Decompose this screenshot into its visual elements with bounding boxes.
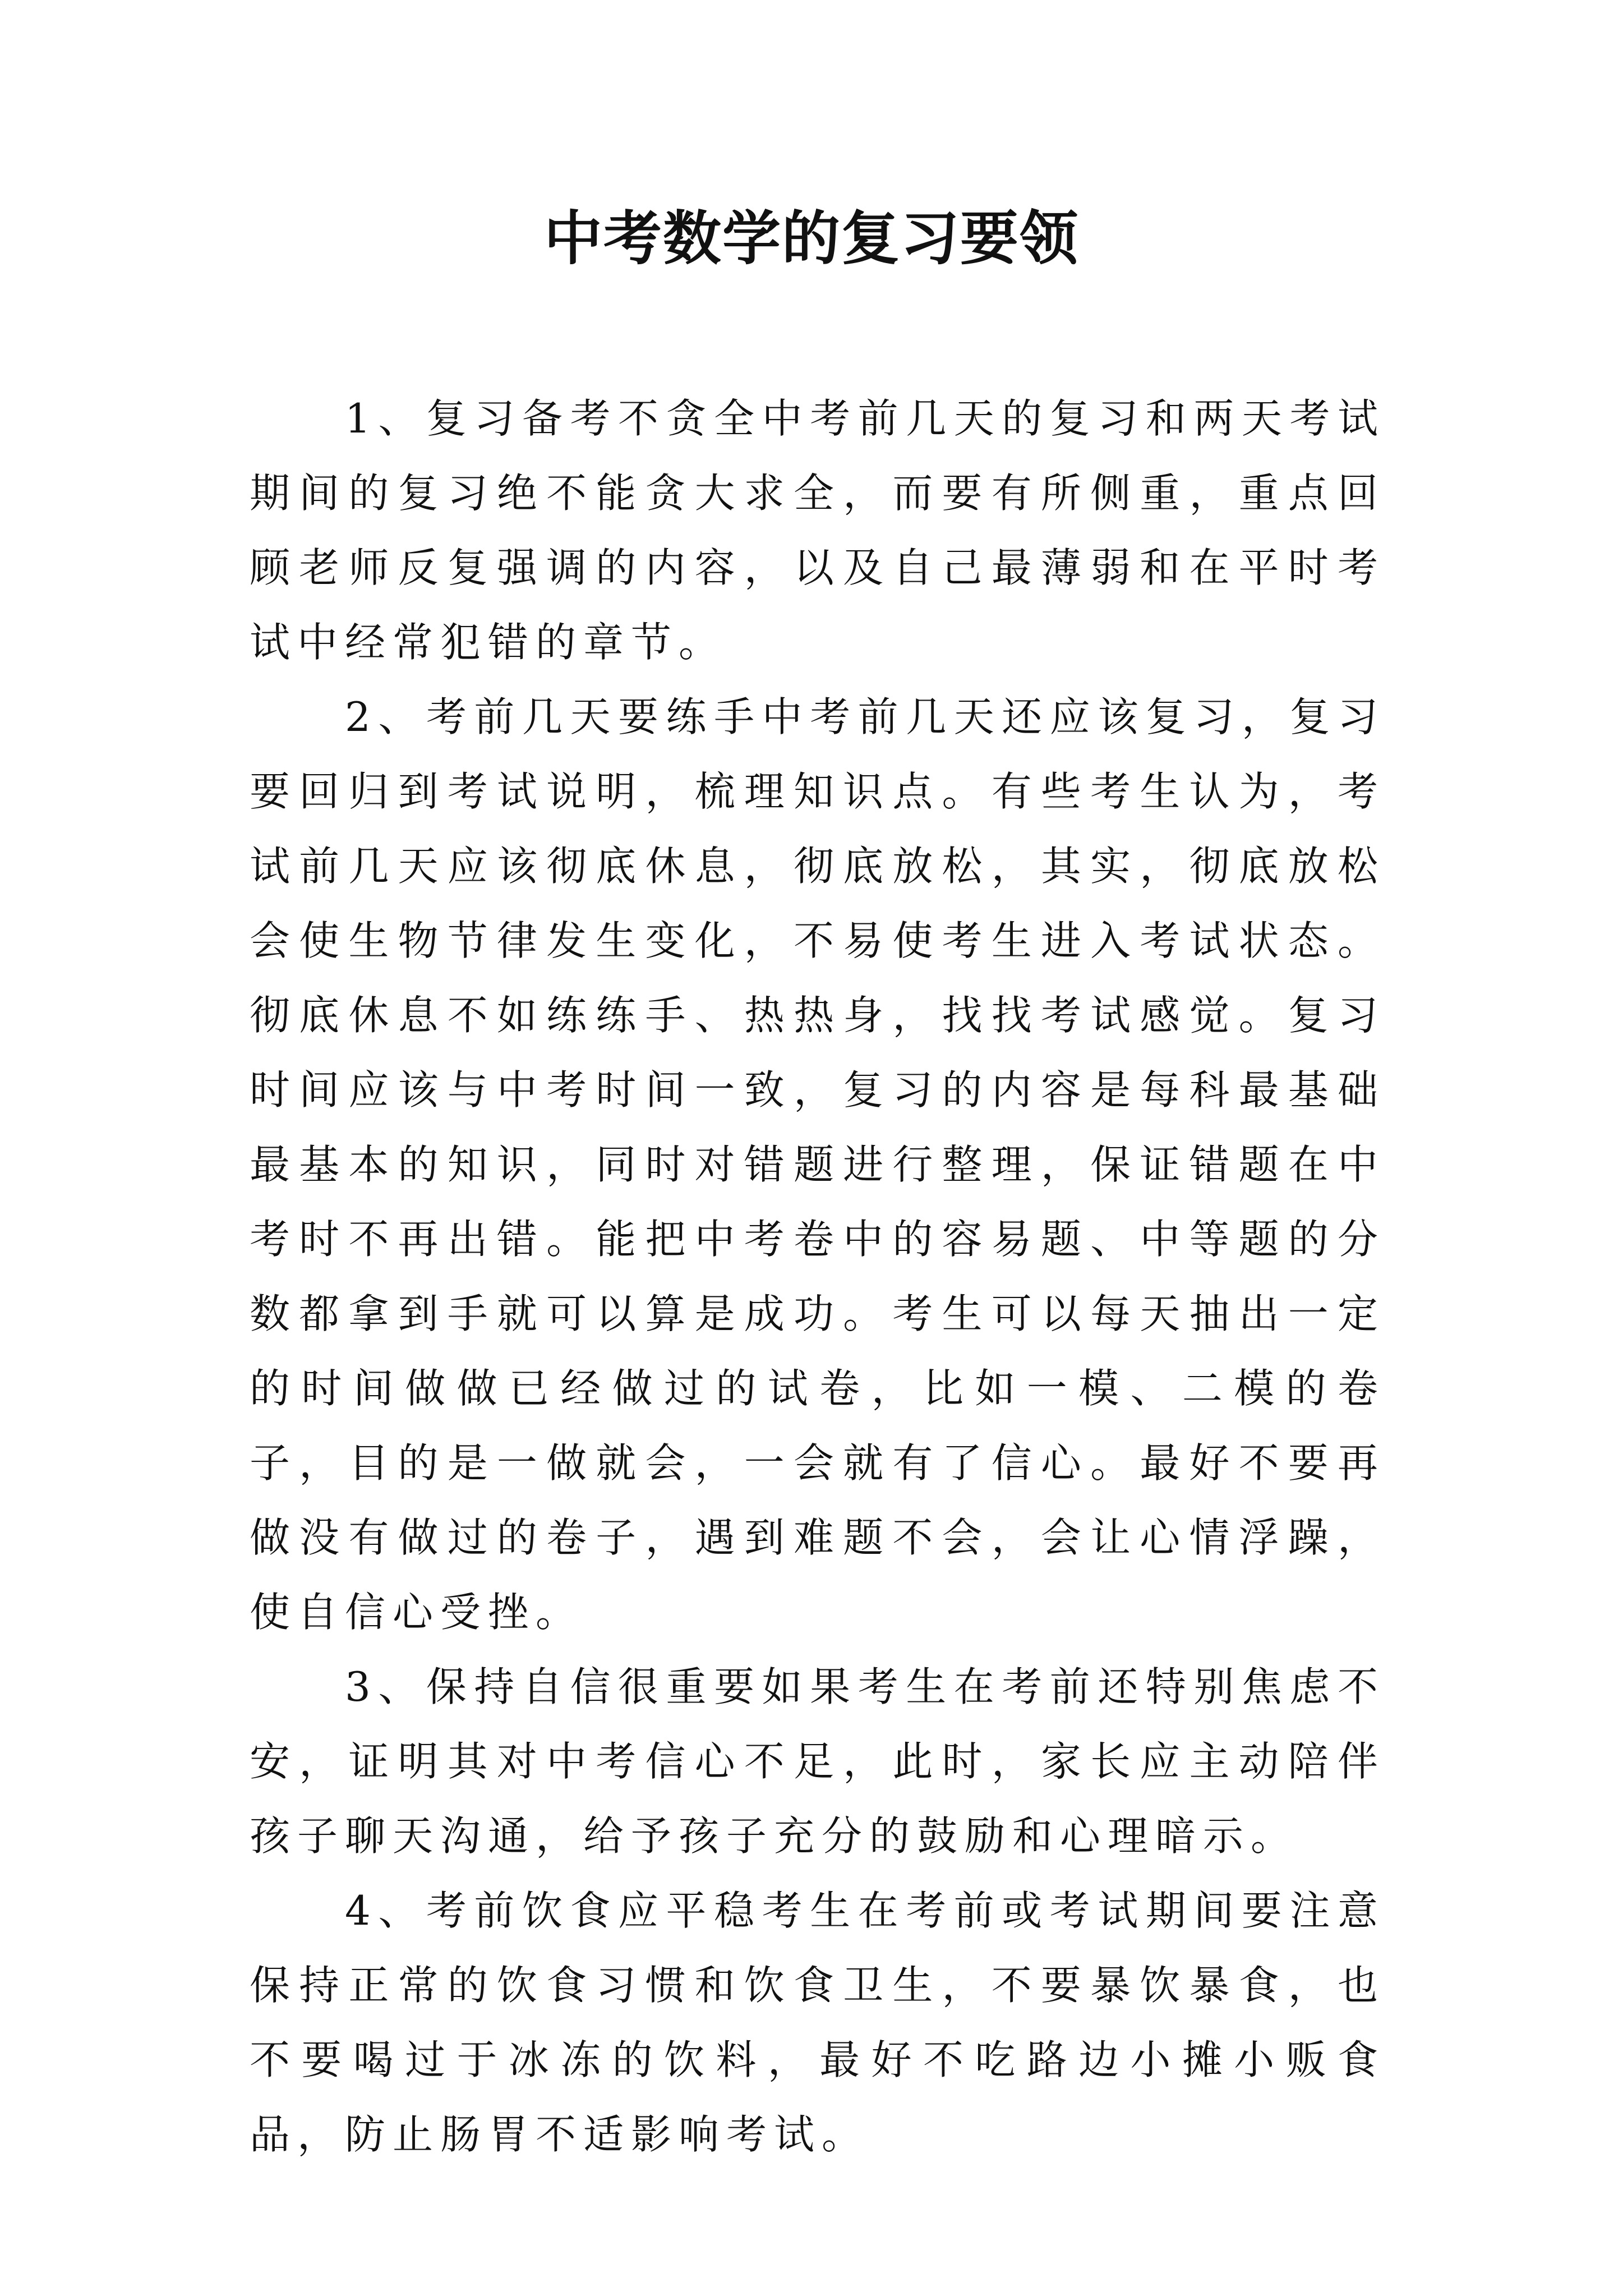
paragraph-1: 1、复习备考不贪全中考前几天的复习和两天考试期间的复习绝不能贪大求全，而要有所侧重，重点回顾老师反复强调的内容，以及自己最薄弱和在平时考试中经常犯错的章节。 — [250, 395, 1385, 666]
paragraph-2: 2、考前几天要练手中考前几天还应该复习，复习要回归到考试说明，梳理知识点。有些考生认为，考试前几天应该彻底休息，彻底放松，其实，彻底放松会使生物节律发生变化，不易使考生进入考试状态。彻底休息不如练练手、热热身，找找考试感觉。复习时间应该与中考时间一致，复习的内容是每科最基础最基本的知识，同时对错题进行整理，保证错题在中考时不再出错。能把中考卷中的容易题、中等题的分数都拿到手就可以算是成功。考生可以每天抽出一定的时间做做已经做过的试卷，比如一模、二模的卷子，目的是一做就会，一会就有了信心。最好不要再做没有做过的卷子，遇到难题不会，会让心情浮躁，使自信心受挫。 — [250, 693, 1385, 1636]
paragraph-4: 4、考前饮食应平稳考生在考前或考试期间要注意保持正常的饮食习惯和饮食卫生，不要暴饮暴食，也不要喝过于冰冻的饮料，最好不吃路边小摊小贩食品，防止肠胃不适影响考试。 — [250, 1887, 1385, 2158]
document-title: 中考数学的复习要领 — [543, 204, 1079, 273]
document-body — [250, 381, 1385, 2172]
paragraph-3: 3、保持自信很重要如果考生在考前还特别焦虑不安，证明其对中考信心不足，此时，家长应主动陪伴孩子聊天沟通，给予孩子充分的鼓励和心理暗示。 — [250, 1663, 1385, 1860]
